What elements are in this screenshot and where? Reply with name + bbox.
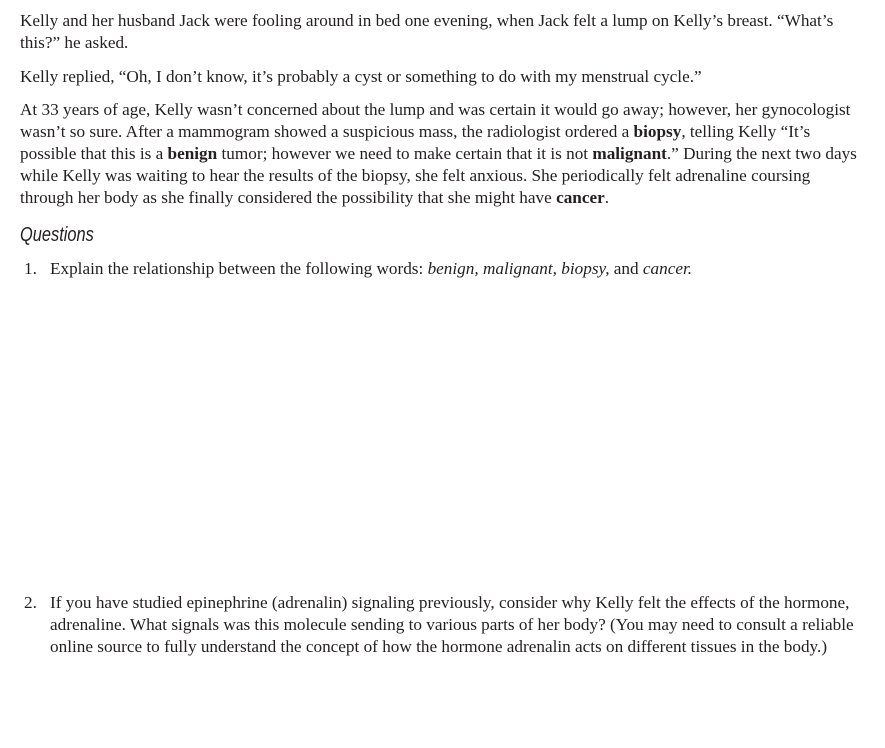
separator: and bbox=[609, 259, 643, 278]
case-paragraph-3 bbox=[20, 99, 865, 209]
questions-heading: Questions bbox=[20, 224, 94, 246]
case-paragraph-1: Kelly and her husband Jack were fooling around in bed one evening, when Jack felt a lump on Kelly’s breast. “What’s this?” he asked. bbox=[20, 11, 834, 52]
case-text: .” During the next two days while Kelly was waiting to hear the results of the biopsy, she felt anxious. She periodically felt adrenaline coursing through her body as she finally considered the possibility that she might have bbox=[20, 144, 857, 207]
term-malignant: malignant, bbox=[482, 259, 557, 278]
term-cancer: cancer. bbox=[642, 259, 693, 278]
question-1 bbox=[24, 258, 865, 280]
case-text: tumor; however we need to make certain that it is not bbox=[217, 144, 593, 163]
case-paragraph-2: Kelly replied, “Oh, I don’t know, it’s probably a cyst or something to do with my menstrual cycle.” bbox=[20, 67, 702, 86]
question-number: 2. bbox=[24, 593, 37, 612]
question-text: If you have studied epinephrine (adrenalin) signaling previously, consider why Kelly felt the effects of the hormone, adrenaline. What signals was this molecule sending to various parts of her body? (You may need to consult a reliable online source to fully understand the concept of how the hormone adrenalin acts on different tissues in the body.) bbox=[50, 593, 854, 656]
question-text bbox=[50, 258, 865, 280]
term-biopsy: biopsy, bbox=[561, 259, 610, 278]
case-text: , telling Kelly “It’s possible that this is a bbox=[20, 122, 811, 163]
term-benign: benign bbox=[167, 144, 218, 163]
answer-space-2[interactable] bbox=[20, 662, 865, 742]
question-number: 1. bbox=[24, 259, 37, 278]
term-malignant: malignant bbox=[592, 144, 667, 163]
term-biopsy: biopsy bbox=[633, 122, 682, 141]
case-text: At 33 years of age, Kelly wasn’t concerned about the lump and was certain it would go away; however, her gynocologist wasn’t so sure. After a mammogram showed a suspicious mass, the radiologist ordered a bbox=[20, 100, 851, 141]
term-cancer: cancer bbox=[556, 188, 605, 207]
case-text: . bbox=[604, 188, 610, 207]
answer-space-1[interactable] bbox=[20, 285, 865, 585]
term-benign: benign, bbox=[427, 259, 479, 278]
question-2 bbox=[24, 592, 865, 658]
question-prompt: Explain the relationship between the following words: bbox=[50, 259, 428, 278]
